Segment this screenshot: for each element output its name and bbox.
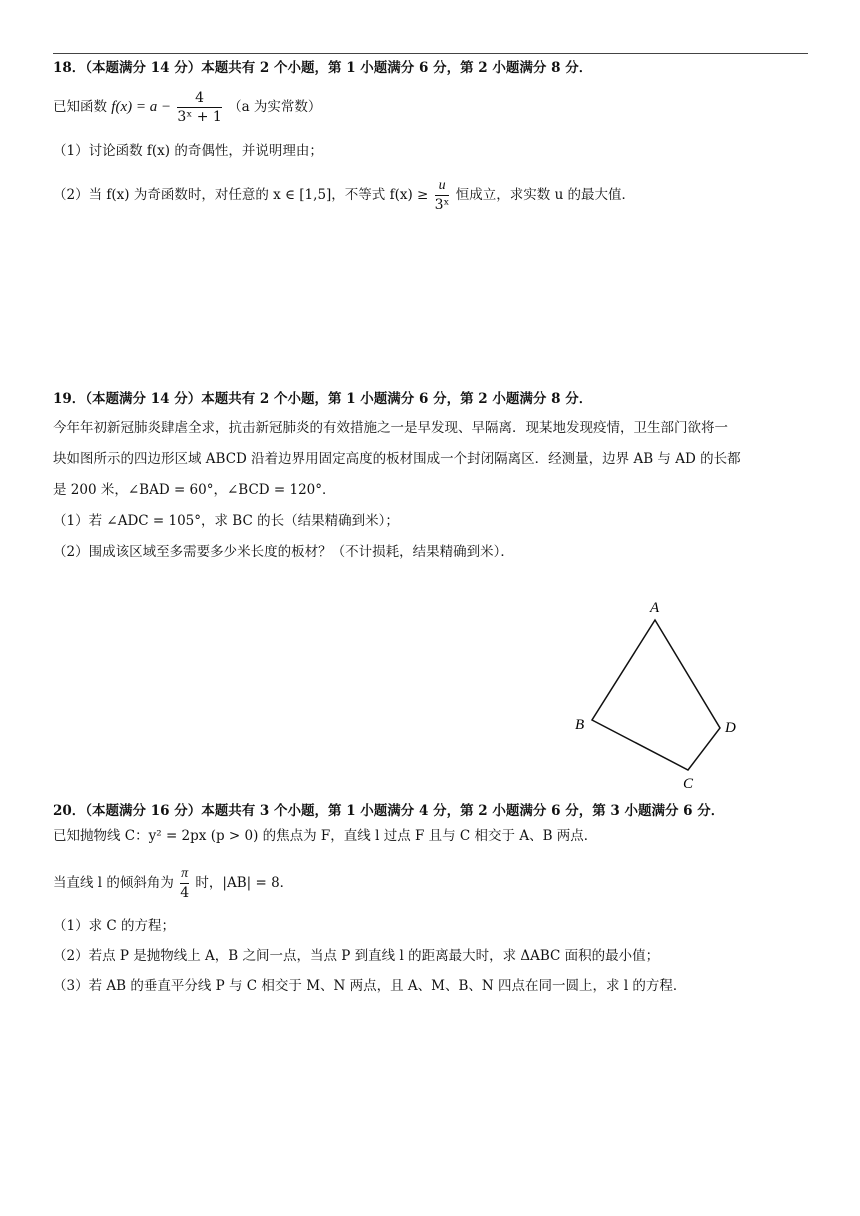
q20-part3: （3）若 AB 的垂直平分线 P 与 C 相交于 M、N 两点，且 A、M、B、N 四点在同一圆上，求 l 的方程． [53, 978, 687, 994]
q18-given [53, 90, 321, 125]
q19-header: 19．（本题满分 14 分）本题共有 2 个小题，第 1 小题满分 6 分，第 2 小题满分 8 分． [53, 391, 593, 407]
q20-text2-a: 当直线 l 的倾斜角为 [53, 875, 174, 891]
q20-frac-den: 4 [180, 885, 190, 901]
vertex-label-c: C [683, 776, 694, 792]
q20-part1: （1）求 C 的方程； [53, 918, 176, 934]
q18-part2-num: u [438, 178, 446, 193]
q18-part2 [53, 178, 635, 213]
q20-header: 20．（本题满分 16 分）本题共有 3 个小题，第 1 小题满分 4 分，第 2 小题满分 6 分，第 3 小题满分 6 分． [53, 803, 725, 819]
quadrilateral-figure [570, 595, 750, 795]
q20-text2-b: 时，|AB| = 8． [195, 875, 294, 891]
q18-part2-fraction [435, 178, 450, 213]
q18-fraction [177, 90, 221, 125]
q18-part2-b: 恒成立，求实数 u 的最大值． [455, 187, 636, 203]
q20-text2 [53, 866, 293, 901]
q18-given-prefix: 已知函数 [53, 99, 107, 115]
q20-frac-num: π [181, 866, 189, 881]
q19-part1: （1）若 ∠ADC = 105°，求 BC 的长（结果精确到米）； [53, 513, 399, 529]
vertex-label-a: A [650, 600, 660, 616]
q18-part1: （1）讨论函数 f(x) 的奇偶性，并说明理由； [53, 143, 323, 159]
q18-frac-den: 3ˣ + 1 [177, 109, 222, 125]
q19-part2: （2）围成该区域至多需要多少米长度的板材？（不计损耗，结果精确到米）． [53, 544, 514, 560]
quadrilateral-abcd [592, 620, 720, 770]
vertex-label-b: B [575, 717, 585, 733]
vertex-label-d: D [725, 720, 736, 736]
q18-part2-a: （2）当 f(x) 为奇函数时，对任意的 x ∈ [1,5]，不等式 f(x) ≥ [53, 187, 429, 203]
quadrilateral-svg [570, 595, 750, 795]
q19-text1: 今年年初新冠肺炎肆虐全求，抗击新冠肺炎的有效措施之一是早发现、早隔离．现某地发现疫情，卫生部门欲将一 [53, 420, 728, 436]
q18-given-note: （a 为实常数） [228, 99, 322, 115]
q18-header: 18．（本题满分 14 分）本题共有 2 个小题，第 1 小题满分 6 分，第 2 小题满分 8 分． [53, 60, 593, 76]
q18-frac-num: 4 [195, 90, 205, 106]
q19-text3: 是 200 米，∠BAD = 60°，∠BCD = 120°． [53, 482, 336, 498]
q18-part2-den: 3ˣ [434, 197, 450, 213]
q20-part2: （2）若点 P 是抛物线上 A，B 之间一点，当点 P 到直线 l 的距离最大时，求 ΔABC 面积的最小值； [53, 948, 660, 964]
q18-func-lhs: f(x) = a − [111, 99, 172, 115]
q20-angle-fraction [180, 866, 189, 901]
q19-text2: 块如图所示的四边形区域 ABCD 沿着边界用固定高度的板材围成一个封闭隔离区．经测量，边界 AB 与 AD 的长都 [53, 451, 741, 467]
q20-text1: 已知抛物线 C：y² = 2px (p > 0) 的焦点为 F，直线 l 过点 F 且与 C 相交于 A、B 两点． [53, 828, 598, 844]
top-rule [53, 53, 808, 54]
